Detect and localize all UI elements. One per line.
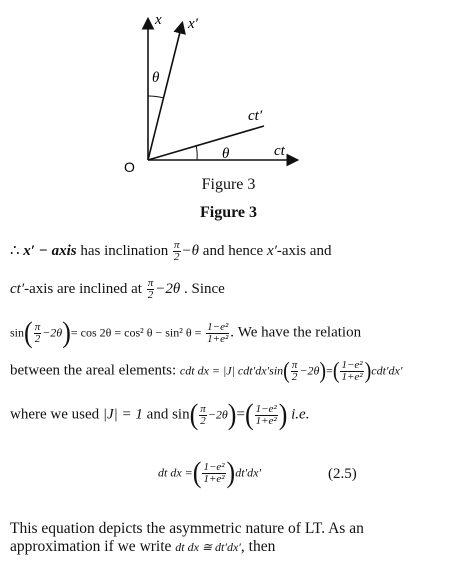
text-line-4: between the areal elements: cdt dx = |J| cdt′dx′sin( $\frac{\pi}{2}$ −2θ)=( $\frac{\text{1−e²}}{\text{1+e²}}$ )cdt′dx′	[10, 358, 403, 384]
fraction-pi-over-2: $\frac{\pi}{2}$	[174, 239, 180, 263]
text-line-1: ∴ x′ − axis has inclination $\frac{\pi}{2}$ −θ and hence x′-axis and	[10, 239, 332, 263]
text-line-2: ct′-axis are inclined at $\frac{\pi}{2}$ −2θ . Since	[10, 277, 225, 301]
x-prime-axis-line	[148, 24, 182, 160]
text-line-5: where we used |J| = 1 and sin( $\frac{\pi}{2}$ −2θ)=( $\frac{\text{1−e²}}{\text{1+e²}}$ ) i.e.	[10, 397, 310, 432]
label-ct-prime: ct′	[248, 108, 263, 124]
therefore-symbol: ∴	[10, 242, 20, 259]
label-theta-top: θ	[152, 70, 160, 86]
label-theta-bottom: θ	[222, 146, 230, 162]
label-origin: O	[124, 159, 135, 175]
paragraph-line-2: approximation if we write dt dx ≅ dt′dx′, then	[10, 538, 276, 555]
ct-prime-axis-line	[148, 126, 264, 160]
equation-2-5: dt dx =( $\frac{\text{1−e²}}{\text{1+e²}}$ )dt′dx′	[158, 455, 262, 490]
figure-3-diagram	[0, 0, 457, 200]
fraction-pi-over-2: $\frac{\pi}{2}$	[147, 277, 154, 301]
label-ct: ct	[274, 143, 285, 159]
label-x-prime: x′	[188, 16, 198, 32]
equation-number: (2.5)	[328, 466, 357, 482]
text-line-3: sin( $\frac{\pi}{2}$ −2θ)= cos 2θ = cos² θ − sin² θ = $\frac{\text{1−e²}}{\text{1+e²}}$ . We have the relation	[10, 315, 362, 350]
paragraph-line-1: This equation depicts the asymmetric nature of LT. As an	[10, 520, 364, 537]
theta-bottom-arc	[196, 145, 197, 160]
figure-caption-bold: Figure 3	[199, 204, 258, 221]
theta-top-arc	[148, 96, 164, 98]
figure-caption: Figure 3	[201, 176, 256, 193]
label-x: x	[155, 12, 162, 28]
